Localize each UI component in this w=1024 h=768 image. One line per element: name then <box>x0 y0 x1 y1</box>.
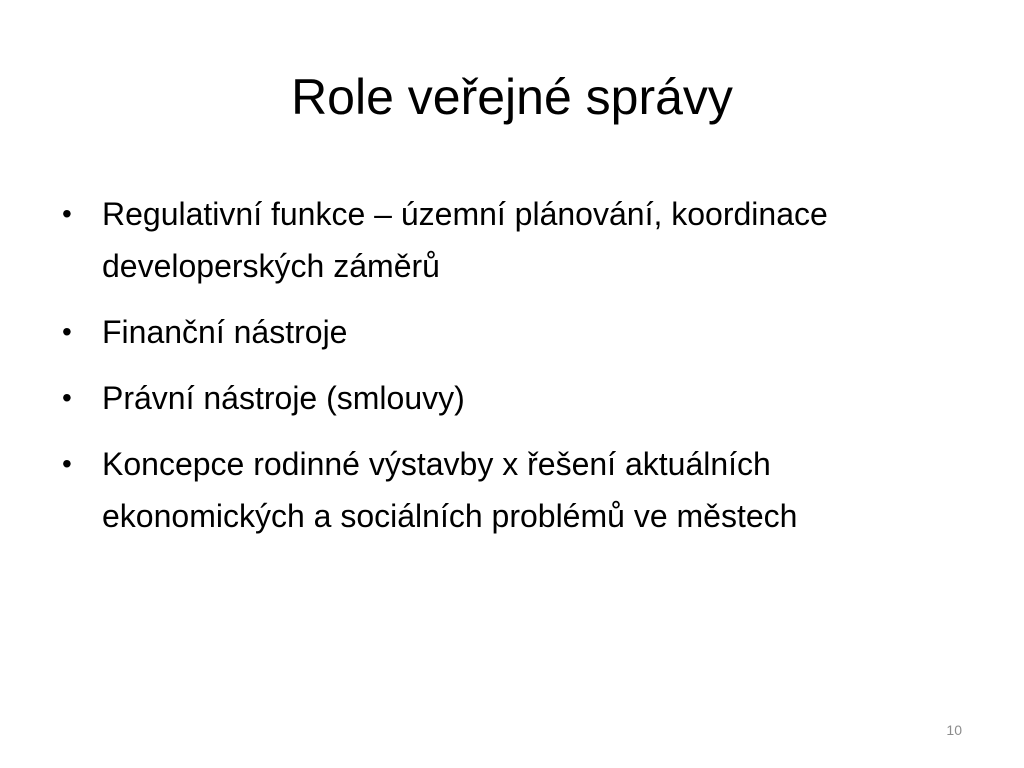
slide-page-number: 10 <box>946 722 962 738</box>
bullet-text: Koncepce rodinné výstavby x řešení aktuálních ekonomických a sociálních problémů ve městech <box>102 446 798 534</box>
bullet-icon: • <box>62 382 72 413</box>
bullet-icon: • <box>62 448 72 479</box>
bullet-item <box>60 188 980 292</box>
bullet-text: Finanční nástroje <box>102 314 348 350</box>
bullet-item <box>60 306 980 358</box>
bullet-text: Právní nástroje (smlouvy) <box>102 380 465 416</box>
slide-title: Role veřejné správy <box>291 69 733 125</box>
bullet-list <box>60 188 980 556</box>
bullet-text: Regulativní funkce – územní plánování, koordinace developerských záměrů <box>102 196 828 284</box>
bullet-icon: • <box>62 198 72 229</box>
bullet-item <box>60 372 980 424</box>
bullet-item <box>60 438 980 542</box>
bullet-icon: • <box>62 316 72 347</box>
